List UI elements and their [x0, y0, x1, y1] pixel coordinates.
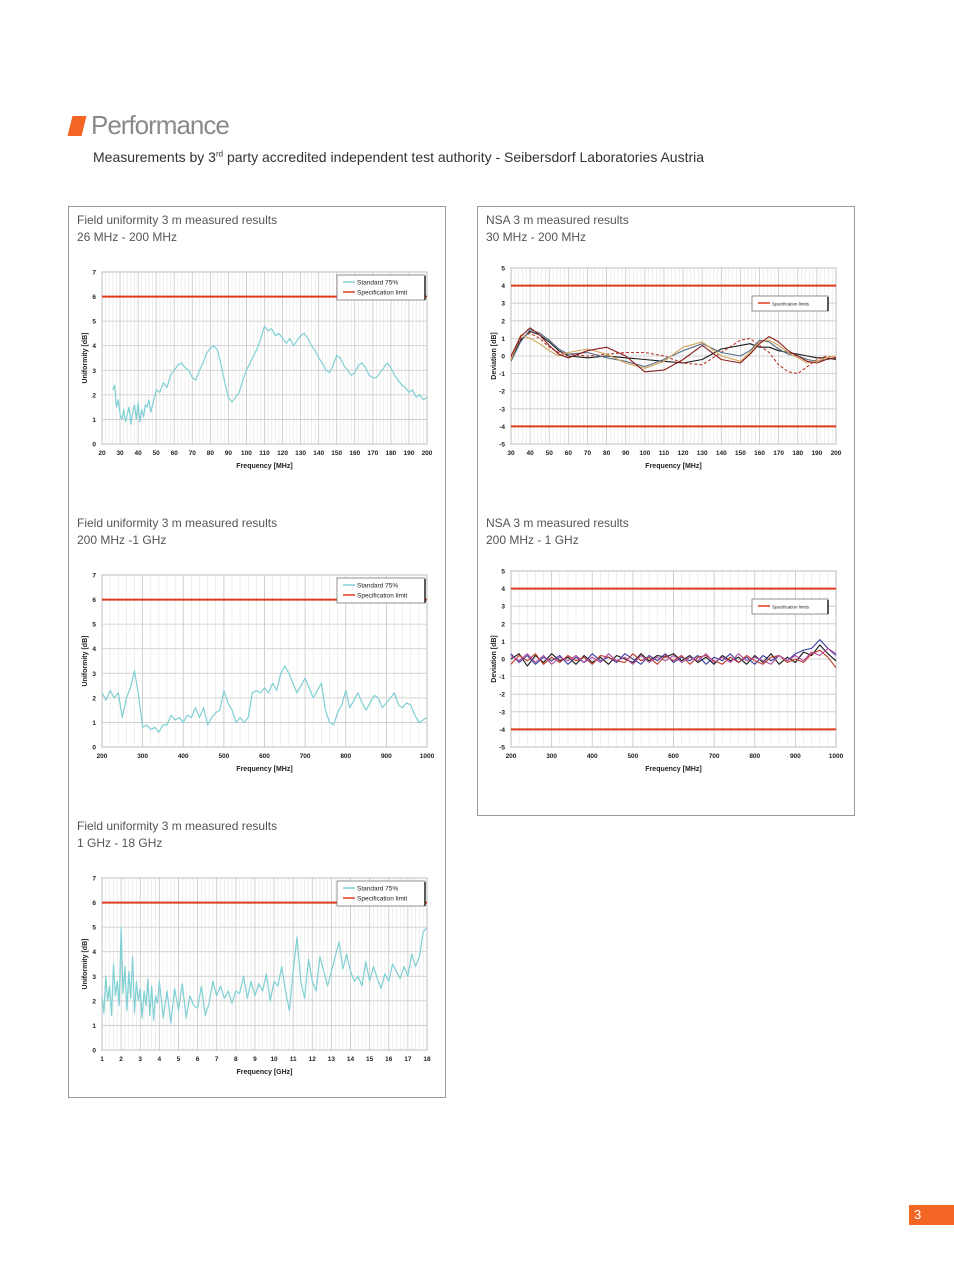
- legend-label: Standard 75%: [357, 582, 399, 590]
- x-tick-label: 900: [380, 753, 392, 760]
- chart-caption-line1: Field uniformity 3 m measured results: [77, 213, 278, 227]
- y-tick-label: 1: [92, 719, 96, 727]
- x-tick-label: 150: [734, 450, 746, 457]
- page-title: Performance: [91, 110, 229, 140]
- y-axis-label: Deviation [dB]: [491, 332, 498, 380]
- legend-label: Specification limit: [357, 289, 408, 297]
- y-tick-label: 7: [92, 269, 96, 277]
- x-tick-label: 300: [137, 753, 149, 760]
- x-tick-label: 700: [708, 753, 720, 760]
- x-tick-label: 30: [116, 450, 124, 457]
- x-tick-label: 10: [270, 1056, 278, 1063]
- x-tick-label: 8: [234, 1056, 238, 1063]
- y-tick-label: 7: [92, 875, 96, 883]
- x-tick-label: 5: [176, 1056, 181, 1063]
- x-tick-label: 18: [423, 1056, 431, 1063]
- x-tick-label: 90: [622, 450, 630, 457]
- chart-caption-line2: 1 GHz - 18 GHz: [77, 836, 163, 850]
- x-tick-label: 9: [253, 1056, 257, 1063]
- y-tick-label: 4: [501, 586, 505, 594]
- y-axis-label: Uniformity [dB]: [82, 635, 89, 687]
- legend-label: Specification limits: [772, 301, 810, 307]
- y-tick-label: 1: [92, 1022, 96, 1030]
- x-tick-label: 180: [792, 450, 804, 457]
- x-axis-label: Frequency [GHz]: [236, 1069, 293, 1076]
- x-tick-label: 190: [403, 450, 415, 457]
- x-axis-label: Frequency [MHz]: [236, 766, 293, 773]
- y-tick-label: -1: [499, 371, 505, 379]
- y-tick-label: 4: [501, 283, 505, 291]
- y-tick-label: -4: [499, 423, 505, 431]
- y-tick-label: 3: [501, 300, 505, 308]
- x-tick-label: 100: [241, 450, 252, 457]
- x-axis-label: Frequency [MHz]: [645, 766, 702, 773]
- x-tick-label: 90: [224, 450, 233, 457]
- page-number: 3: [909, 1205, 954, 1225]
- x-tick-label: 1000: [419, 753, 435, 760]
- y-tick-label: 4: [92, 646, 96, 654]
- x-tick-label: 170: [367, 450, 379, 457]
- x-tick-label: 40: [134, 450, 142, 457]
- chart-block-nsa2: [486, 515, 848, 785]
- chart-fu3: [77, 870, 439, 1088]
- x-tick-label: 130: [295, 450, 307, 457]
- y-tick-label: -5: [499, 744, 505, 752]
- x-tick-label: 150: [331, 450, 343, 457]
- x-tick-label: 70: [583, 450, 592, 457]
- y-tick-label: 5: [501, 265, 505, 273]
- y-tick-label: 2: [92, 392, 96, 400]
- x-tick-label: 120: [677, 450, 689, 457]
- title-accent-mark: [68, 116, 87, 136]
- x-tick-label: 14: [346, 1056, 355, 1063]
- y-tick-label: 5: [92, 924, 96, 932]
- x-tick-label: 7: [214, 1056, 219, 1063]
- chart-block-nsa1: [486, 212, 848, 482]
- y-tick-label: 0: [92, 1047, 96, 1055]
- y-axis-label: Deviation [dB]: [491, 635, 498, 683]
- y-tick-label: 5: [92, 621, 96, 629]
- x-tick-label: 110: [658, 450, 670, 457]
- x-tick-label: 20: [98, 450, 106, 457]
- x-tick-label: 800: [749, 753, 761, 760]
- x-tick-label: 140: [313, 450, 325, 457]
- y-tick-label: 2: [501, 318, 505, 326]
- y-tick-label: -3: [499, 406, 505, 414]
- x-tick-label: 900: [789, 753, 801, 760]
- y-tick-label: 0: [501, 353, 505, 361]
- y-tick-label: 5: [501, 568, 505, 576]
- chart-caption-line2: 200 MHz - 1 GHz: [486, 533, 579, 547]
- y-tick-label: -2: [499, 691, 505, 699]
- x-tick-label: 11: [289, 1056, 297, 1063]
- chart-block-fu3: [77, 818, 439, 1088]
- x-tick-label: 600: [259, 753, 270, 760]
- x-tick-label: 700: [299, 753, 311, 760]
- y-tick-label: 7: [92, 572, 96, 580]
- y-tick-label: 3: [501, 603, 505, 611]
- x-tick-label: 1000: [828, 753, 844, 760]
- x-tick-label: 4: [157, 1056, 162, 1063]
- x-tick-label: 500: [627, 753, 639, 760]
- x-tick-label: 600: [668, 753, 679, 760]
- x-axis-label: Frequency [MHz]: [236, 463, 293, 470]
- x-tick-label: 200: [96, 753, 108, 760]
- chart-caption-line2: 30 MHz - 200 MHz: [486, 230, 587, 244]
- x-tick-label: 70: [188, 450, 196, 457]
- x-tick-label: 40: [526, 450, 534, 457]
- y-tick-label: -1: [499, 674, 505, 682]
- y-tick-label: 0: [92, 441, 96, 449]
- x-tick-label: 16: [385, 1056, 393, 1063]
- x-tick-label: 120: [277, 450, 288, 457]
- legend-label: Standard 75%: [357, 279, 399, 287]
- chart-block-fu2: [77, 515, 439, 785]
- y-tick-label: 3: [92, 973, 96, 981]
- chart-fu2: [77, 567, 439, 785]
- y-tick-label: 1: [501, 335, 505, 343]
- y-axis-label: Uniformity [dB]: [82, 938, 89, 990]
- x-tick-label: 500: [218, 753, 230, 760]
- x-tick-label: 80: [602, 450, 611, 457]
- x-tick-label: 400: [586, 753, 598, 760]
- subtitle-post: party accredited independent test authority - Seibersdorf Laboratories Austria: [223, 149, 705, 165]
- x-tick-label: 160: [349, 450, 361, 457]
- x-tick-label: 110: [259, 450, 270, 457]
- y-tick-label: -3: [499, 709, 505, 717]
- x-axis-label: Frequency [MHz]: [645, 463, 702, 470]
- chart-nsa2: [486, 563, 848, 785]
- x-tick-label: 200: [505, 753, 517, 760]
- subtitle-pre: Measurements by 3: [93, 149, 216, 165]
- y-tick-label: -2: [499, 388, 505, 396]
- x-tick-label: 1: [100, 1056, 104, 1063]
- x-tick-label: 12: [308, 1056, 316, 1063]
- y-tick-label: 5: [92, 318, 96, 326]
- x-tick-label: 140: [715, 450, 727, 457]
- x-tick-label: 200: [830, 450, 842, 457]
- x-tick-label: 170: [773, 450, 785, 457]
- page-subtitle: [93, 149, 704, 165]
- y-tick-label: 3: [92, 670, 96, 678]
- y-tick-label: 0: [501, 656, 505, 664]
- chart-caption-line1: NSA 3 m measured results: [486, 516, 629, 530]
- x-tick-label: 160: [754, 450, 765, 457]
- y-tick-label: 6: [92, 597, 96, 605]
- x-tick-label: 15: [366, 1056, 374, 1063]
- y-tick-label: 1: [501, 638, 505, 646]
- x-tick-label: 17: [404, 1056, 412, 1063]
- x-tick-label: 2: [119, 1056, 123, 1063]
- x-tick-label: 13: [327, 1056, 336, 1063]
- y-tick-label: 0: [92, 744, 96, 752]
- x-tick-label: 6: [195, 1056, 200, 1063]
- x-tick-label: 50: [545, 450, 553, 457]
- chart-block-fu1: [77, 212, 439, 482]
- x-tick-label: 130: [696, 450, 708, 457]
- chart-caption-line2: 200 MHz -1 GHz: [77, 533, 167, 547]
- chart-caption-line1: Field uniformity 3 m measured results: [77, 516, 278, 530]
- chart-fu1: [77, 264, 439, 482]
- y-tick-label: 4: [92, 343, 96, 351]
- legend-label: Standard 75%: [357, 885, 399, 893]
- y-tick-label: 6: [92, 294, 96, 302]
- legend-label: Specification limit: [357, 895, 408, 903]
- chart-caption-line2: 26 MHz - 200 MHz: [77, 230, 178, 244]
- x-tick-label: 190: [811, 450, 823, 457]
- subtitle-sup: rd: [215, 149, 224, 159]
- chart-caption-line1: Field uniformity 3 m measured results: [77, 819, 278, 833]
- chart-caption-line1: NSA 3 m measured results: [486, 213, 629, 227]
- y-tick-label: 2: [92, 998, 96, 1006]
- y-tick-label: 4: [92, 949, 96, 957]
- legend-label: Specification limit: [357, 592, 408, 600]
- x-tick-label: 400: [177, 753, 189, 760]
- y-tick-label: 6: [92, 900, 96, 908]
- x-tick-label: 100: [639, 450, 651, 457]
- legend-label: Specification limits: [772, 604, 810, 610]
- y-tick-label: -5: [499, 441, 505, 449]
- y-tick-label: 3: [92, 367, 96, 375]
- x-tick-label: 50: [152, 450, 160, 457]
- y-tick-label: 2: [92, 695, 96, 703]
- x-tick-label: 3: [138, 1056, 143, 1063]
- x-tick-label: 300: [546, 753, 558, 760]
- x-tick-label: 30: [507, 450, 515, 457]
- x-tick-label: 60: [564, 450, 572, 457]
- y-axis-label: Uniformity [dB]: [82, 332, 89, 384]
- x-tick-label: 200: [421, 450, 433, 457]
- y-tick-label: 1: [92, 416, 96, 424]
- x-tick-label: 180: [385, 450, 397, 457]
- y-tick-label: 2: [501, 621, 505, 629]
- x-tick-label: 800: [340, 753, 352, 760]
- y-tick-label: -4: [499, 726, 505, 734]
- x-tick-label: 80: [206, 450, 214, 457]
- chart-nsa1: [486, 260, 848, 482]
- x-tick-label: 60: [170, 450, 178, 457]
